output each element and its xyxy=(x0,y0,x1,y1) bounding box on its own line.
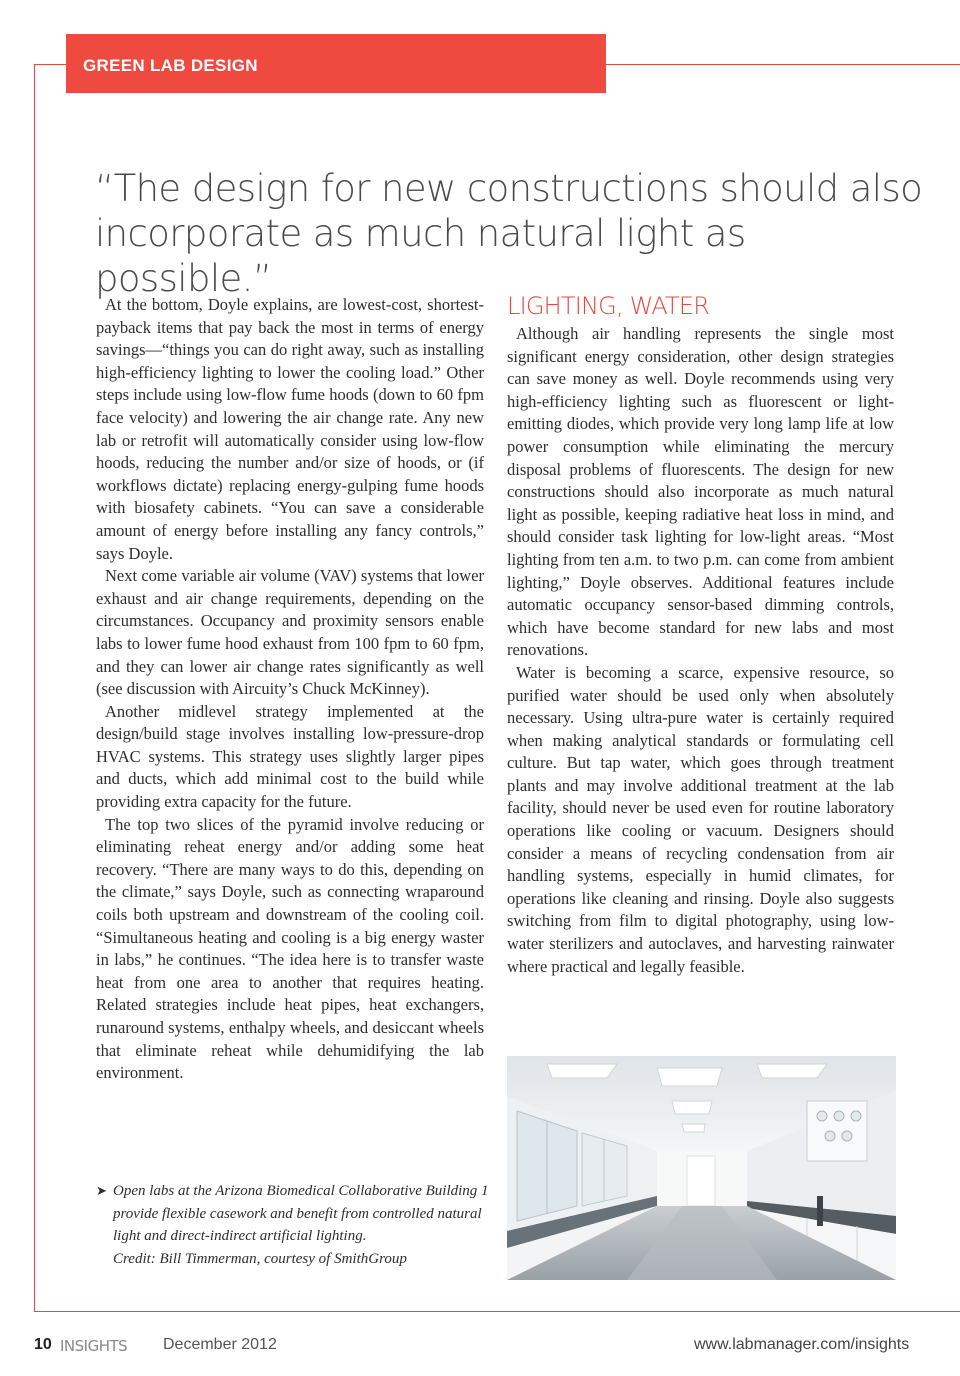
caption-line: provide flexible casework and benefit from controlled natural xyxy=(113,1205,482,1222)
right-column xyxy=(507,323,894,978)
photo-caption xyxy=(96,1180,491,1270)
body-paragraph: Next come variable air volume (VAV) systems that lower exhaust and air change requirements, depending on the circumstances. Occupancy and proximity sensors enable labs to lower fume hood exhaust from 100 fpm to 60 fpm, and they can lower air change rates significantly as well (see discussion with Aircuity’s Chuck McKinney). xyxy=(96,566,484,699)
body-paragraph: Another midlevel strategy implemented at the design/build stage involves installing low-pressure-drop HVAC systems. This strategy uses slightly larger pipes and ducts, which add minimal cost to the build while providing extra capacity for the future. xyxy=(96,701,484,812)
body-paragraph: Water is becoming a scarce, expensive resource, so purified water should be used only when absolutely necessary. Using ultra-pure water is certainly required when making analytical standards or formulating cell culture. But tap water, which goes through treatment plants and may involve additional treatment at the lab facility, should never be used even for routine laboratory operations like cooling or vacuum. Designers should consider a means of recycling condensation from air handling systems, especially in humid climates, for operations like cleaning and rinsing. Doyle also suggests switching from film to digital photography, using low-water sterilizers and autoclaves, and harvesting rainwater where practical and legally feasible. xyxy=(507,662,894,976)
website-link[interactable]: www.labmanager.com/insights xyxy=(694,1336,910,1353)
caption-line: light and direct-indirect artificial lighting. xyxy=(113,1228,367,1244)
section-label: GREEN LAB DESIGN xyxy=(83,56,258,75)
section-header xyxy=(66,34,606,93)
caption-arrow-icon: ➤ xyxy=(96,1183,107,1198)
caption-line: Open labs at the Arizona Biomedical Collaborative Building 1 xyxy=(113,1183,489,1199)
page-number: 10 xyxy=(34,1336,52,1353)
issue-date: December 2012 xyxy=(163,1336,277,1353)
pull-quote: “The design for new constructions should also incorporate as much natural light as possible.” xyxy=(95,167,923,300)
lab-photo xyxy=(507,1056,896,1280)
lab-interior-illustration xyxy=(507,1056,896,1280)
body-paragraph: Although air handling represents the single most significant energy consideration, other design strategies can save money as well. Doyle recommends using very high-efficiency lighting such as fluorescent or light-emitting diodes, which provide very long lamp life at low power consumption while eliminating the mercury disposal problems of fluorescents. The design for new constructions should also incorporate as much natural light as possible, keeping radiative heat loss in mind, and should consider task lighting for low-light areas. “Most lighting from ten a.m. to two p.m. can come from ambient lighting,” Doyle observes. Additional features include automatic occupancy sensor-based dimming controls, which have become standard for new labs and most renovations. xyxy=(507,324,894,660)
body-paragraph: At the bottom, Doyle explains, are lowest-cost, shortest-payback items that pay back the most in terms of energy savings—“things you can do right away, such as installing high-efficiency lighting to lower the cooling load.” Other steps include using low-flow fume hoods (down to 60 fpm face velocity) and lowering the air change rate. Any new lab or retrofit will automatically consider using low-flow hoods, reducing the number and/or size of hoods, or (if workflows dictate) replacing energy-gulping fume hoods with biosafety cabinets. “You can save a considerable amount of energy before installing any fancy controls,” says Doyle. xyxy=(96,295,484,563)
section-subhead: LIGHTING, WATER xyxy=(507,292,710,320)
left-column xyxy=(96,294,484,1085)
body-paragraph: The top two slices of the pyramid involve reducing or eliminating reheat energy and/or adding some heat recovery. “There are many ways to do this, depending on the climate,” says Doyle, such as connecting wraparound coils both upstream and downstream of the cooling coil. “Simultaneous heating and cooling is a big energy waster in labs,” he continues. “The idea here is to transfer waste heat from one area to another that requires heating. Related strategies include heat pipes, heat exchangers, runaround systems, enthalpy wheels, and desiccant wheels that eliminate reheat while dehumidifying the lab environment. xyxy=(96,814,484,1083)
magazine-name: INSIGHTS xyxy=(60,1337,128,1355)
caption-credit: Credit: Bill Timmerman, courtesy of SmithGroup xyxy=(113,1250,407,1267)
